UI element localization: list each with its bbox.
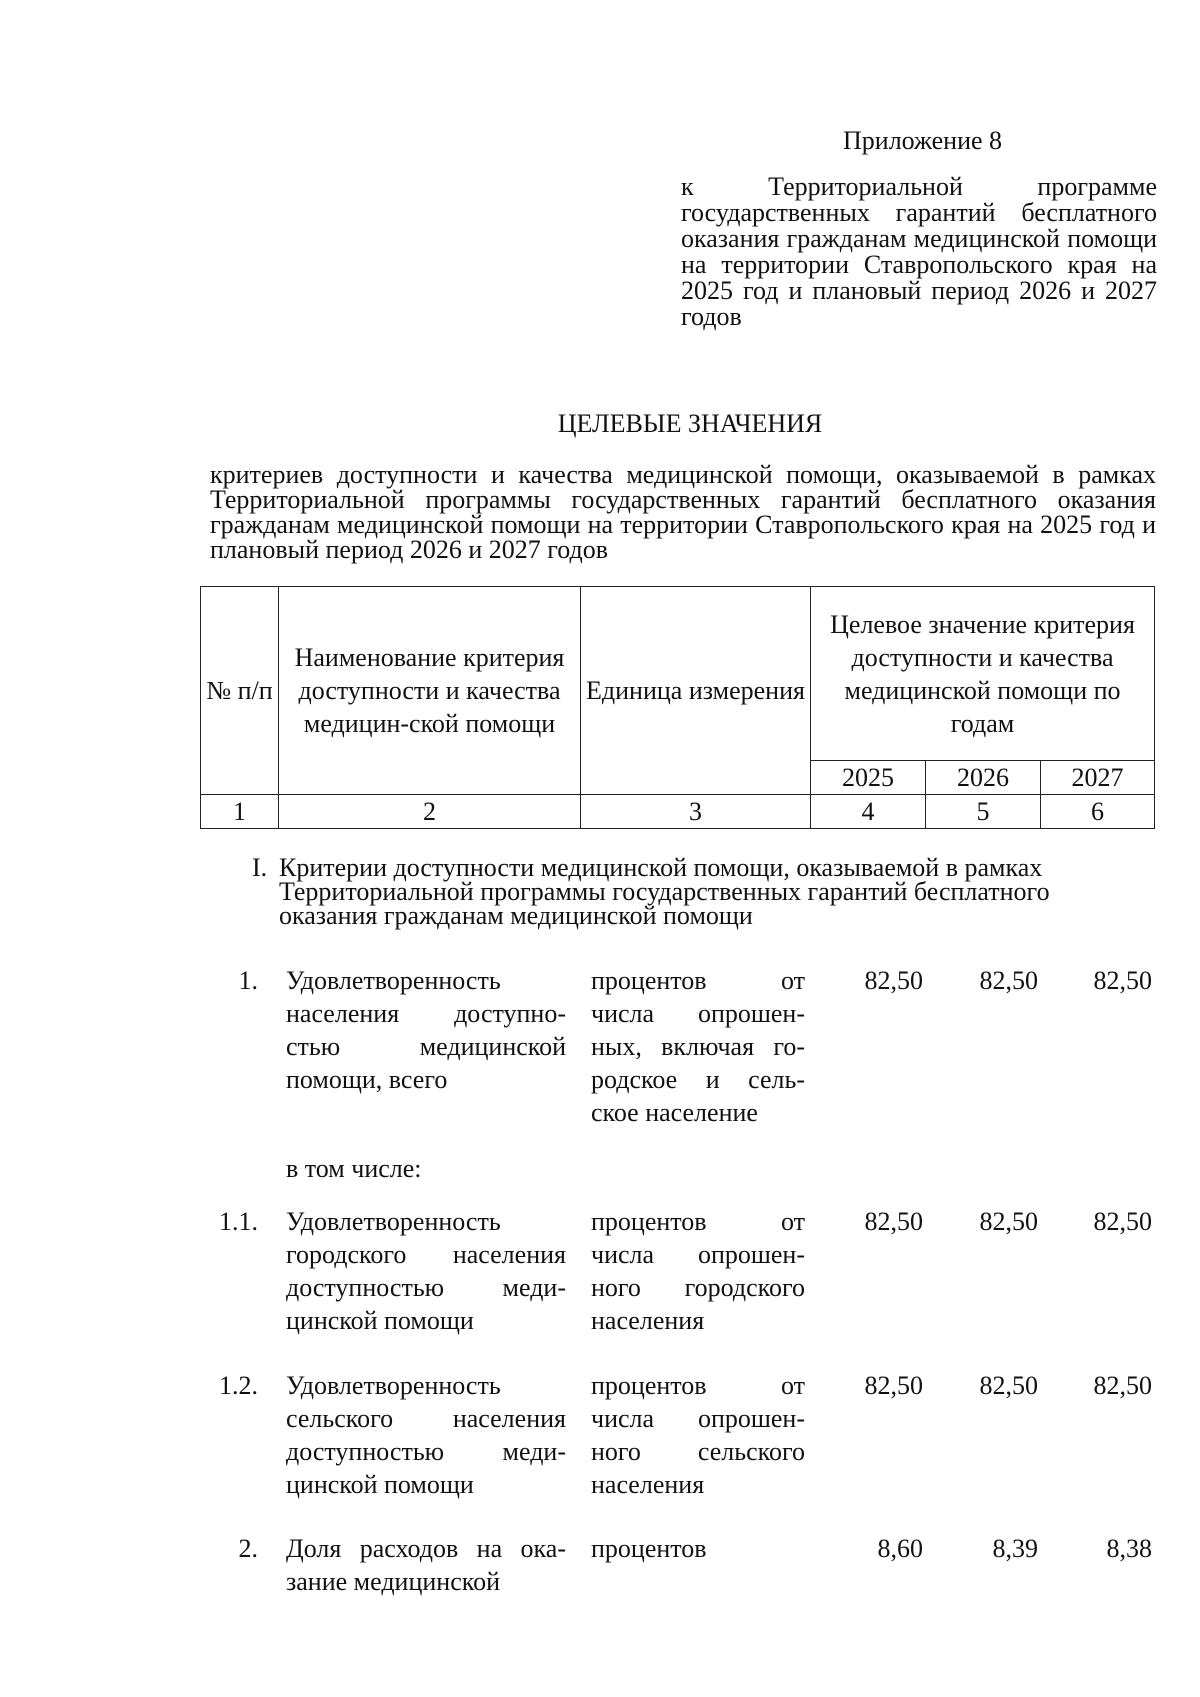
section-title: Критерии доступности медицинской помощи, оказываемой в рамках Территориальной программы государственных гарантий бесплатного оказания гражданам медицинской помощи [279, 853, 1050, 930]
unit-of-measure-line: населения [591, 1306, 705, 1335]
unit-of-measure [591, 1532, 805, 1565]
unit-of-measure-line: населения [591, 1470, 705, 1499]
target-value-2026: 82,50 [979, 966, 1038, 995]
unit-of-measure-line: числа опрошен- [591, 1240, 805, 1269]
annex-title: Приложение 8 [843, 126, 1003, 155]
header-year-2026: 2026 [926, 761, 1041, 795]
target-value-2027: 82,50 [1093, 1371, 1152, 1400]
unit-of-measure-line: процентов от [591, 1207, 805, 1236]
column-number-1: 1 [201, 795, 279, 829]
header-target: Целевое значение критерия доступности и качества медицинской помощи по годам [811, 587, 1155, 761]
criterion-name-line: Удовлетворенность [286, 1371, 501, 1400]
header-num: № п/п [201, 587, 279, 795]
target-value-2025: 82,50 [864, 966, 923, 995]
column-number-5: 5 [926, 795, 1041, 829]
criterion-name-line: Удовлетворенность [286, 1207, 501, 1236]
criterion-name-line: доступностью меди- [286, 1437, 566, 1466]
unit-of-measure [591, 1205, 805, 1337]
unit-of-measure-line: числа опрошен- [591, 1404, 805, 1433]
section-heading [252, 853, 1152, 930]
criterion-name-line: сельского населения [286, 1404, 566, 1433]
target-value-2027: 82,50 [1093, 966, 1152, 995]
criterion-name [286, 1205, 566, 1337]
criterion-name-line: Удовлетворенность [286, 966, 501, 995]
unit-of-measure-line: родское и сель- [591, 1065, 805, 1094]
unit-of-measure-line: ного городского [591, 1273, 805, 1302]
column-number-3: 3 [581, 795, 811, 829]
target-value-2027: 82,50 [1093, 1207, 1152, 1236]
target-value-2025: 82,50 [864, 1207, 923, 1236]
document-subtitle: критериев доступности и качества медицинской помощи, оказываемой в рамках Территориальной программы государственных гарантий бесплатного оказания гражданам медицинской помощи на территории Ставропольского края на 2025 год и плановый период 2026 и 2027 годов [210, 460, 1156, 564]
section-number: I. [252, 853, 268, 882]
subheading-including: в том числе: [286, 1154, 422, 1183]
unit-of-measure-line: процентов [591, 1534, 707, 1563]
header-year-2027: 2027 [1041, 761, 1155, 795]
criterion-name [286, 1369, 566, 1501]
criterion-name-line: зание медицинской [286, 1567, 500, 1596]
unit-of-measure-line: ных, включая го- [591, 1032, 805, 1061]
target-value-2025: 8,60 [877, 1534, 923, 1563]
column-number-6: 6 [1041, 795, 1155, 829]
criterion-name-line: стью медицинской [286, 1032, 566, 1061]
unit-of-measure [591, 964, 805, 1129]
unit-of-measure [591, 1369, 805, 1501]
unit-of-measure-line: процентов от [591, 966, 805, 995]
criterion-name-line: населения доступно- [286, 999, 566, 1028]
unit-of-measure-line: числа опрошен- [591, 999, 805, 1028]
target-value-2026: 82,50 [979, 1371, 1038, 1400]
criterion-name-line: доступностью меди- [286, 1273, 566, 1302]
unit-of-measure-line: ское население [591, 1098, 758, 1127]
criterion-name-line: цинской помощи [286, 1306, 474, 1335]
header-name: Наименование критерия доступности и качества медицин-ской помощи [279, 587, 581, 795]
target-value-2026: 8,39 [992, 1534, 1038, 1563]
column-number-4: 4 [811, 795, 926, 829]
document-title: ЦЕЛЕВЫЕ ЗНАЧЕНИЯ [557, 409, 823, 438]
target-value-2027: 8,38 [1106, 1534, 1152, 1563]
criterion-name-line: городского населения [286, 1240, 566, 1269]
criterion-name [286, 1532, 566, 1598]
row-number: 1.1. [219, 1207, 258, 1236]
criterion-name [286, 964, 566, 1096]
unit-of-measure-line: процентов от [591, 1371, 805, 1400]
row-number: 1. [238, 966, 258, 995]
criterion-name-line: помощи, всего [286, 1065, 448, 1094]
row-number: 1.2. [219, 1371, 258, 1400]
column-number-2: 2 [279, 795, 581, 829]
target-value-2026: 82,50 [979, 1207, 1038, 1236]
header-unit: Единица измерения [581, 587, 811, 795]
header-year-2025: 2025 [811, 761, 926, 795]
annex-subtitle: к Территориальной программе государственных гарантий бесплатного оказания гражданам медицинской помощи на территории Ставропольского края на 2025 год и плановый период 2026 и 2027 годов [681, 172, 1157, 331]
target-value-2025: 82,50 [864, 1371, 923, 1400]
criterion-name-line: цинской помощи [286, 1470, 474, 1499]
criterion-name-line: Доля расходов на ока- [286, 1534, 566, 1563]
unit-of-measure-line: ного сельского [591, 1437, 805, 1466]
criteria-table-header [200, 586, 1155, 829]
row-number: 2. [238, 1534, 258, 1563]
